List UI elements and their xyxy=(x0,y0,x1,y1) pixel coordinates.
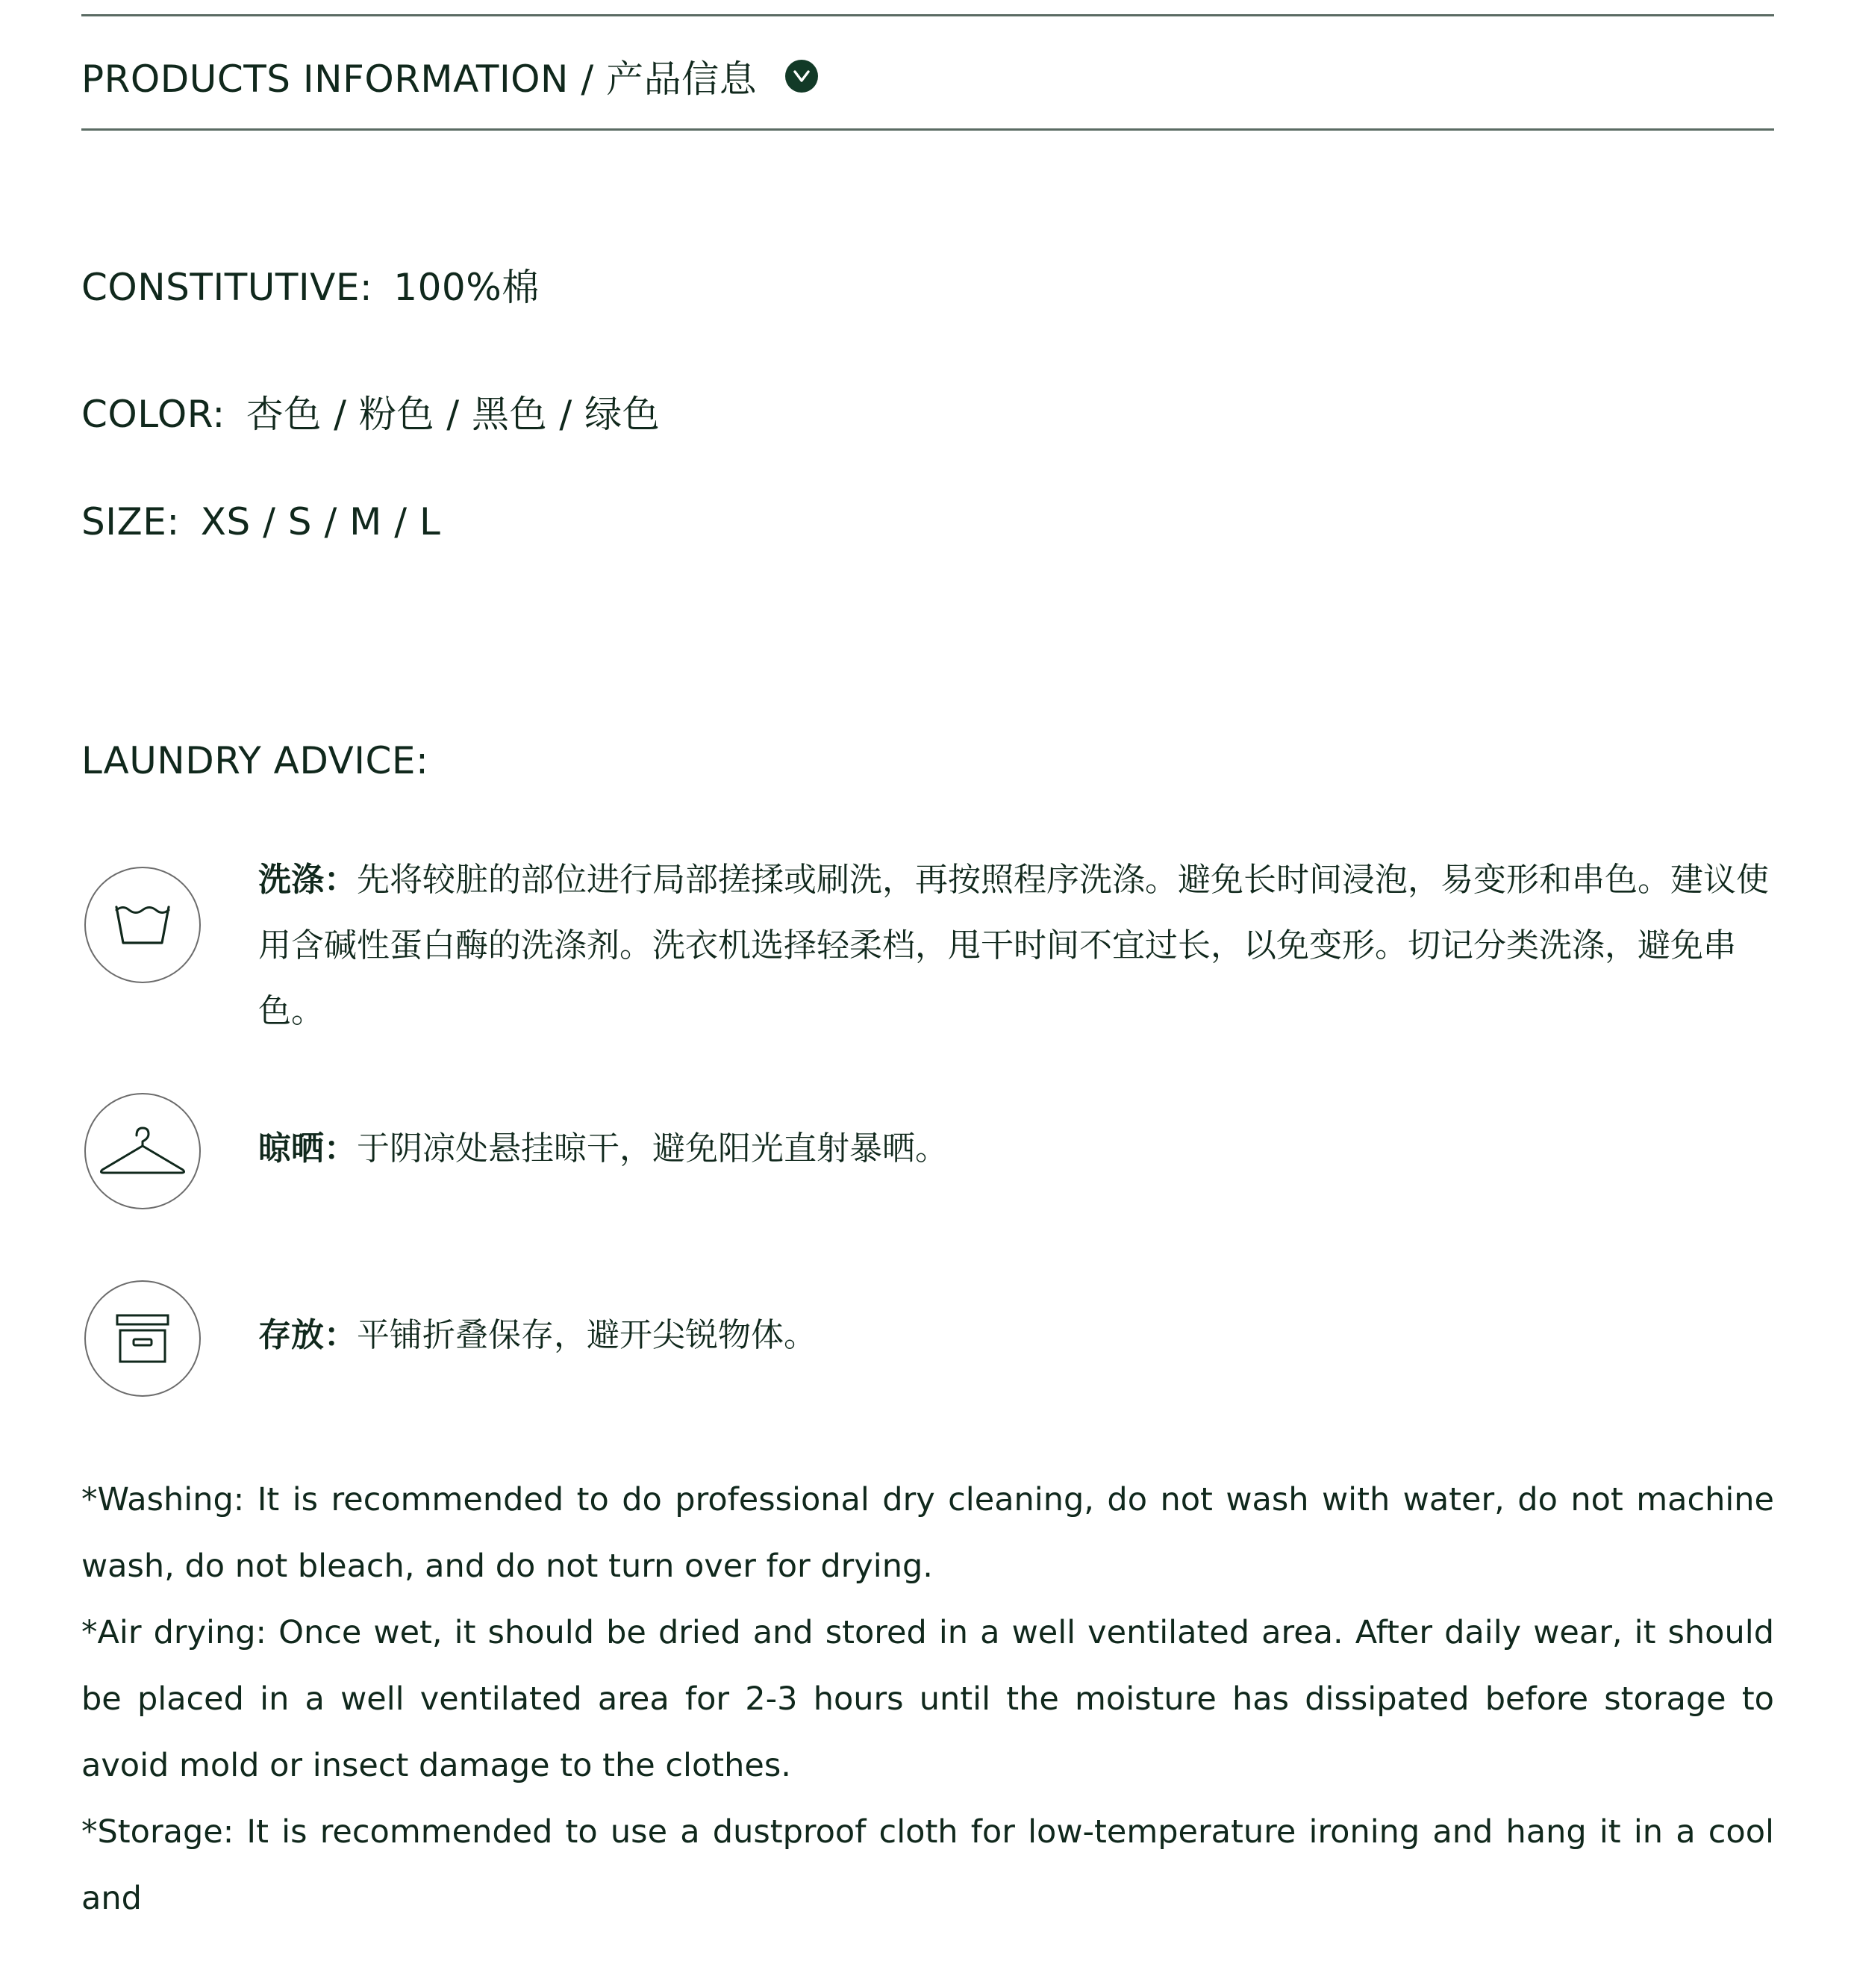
top-divider xyxy=(81,14,1774,16)
storage-box-icon xyxy=(84,1280,201,1397)
note-storage: *Storage: It is recommended to use a dustproof cloth for low-temperature ironing and hang it in a cool and xyxy=(81,1813,1774,1917)
care-dry-text xyxy=(258,1116,1773,1182)
spec-constitutive-value: 100%棉 xyxy=(393,266,540,309)
care-wash-text xyxy=(258,847,1773,1044)
spec-color-label: COLOR: xyxy=(81,393,225,436)
care-wash-lead: 洗涤： xyxy=(258,861,357,899)
spec-color-value: 杏色 / 粉色 / 黑色 / 绿色 xyxy=(246,393,661,436)
note-washing: *Washing: It is recommended to do professional dry cleaning, do not wash with water, do not machine wash, do not bleach, and do not turn over for drying. xyxy=(81,1481,1774,1585)
spec-constitutive xyxy=(81,258,540,311)
spec-color xyxy=(81,384,660,438)
check-glyph xyxy=(792,68,811,84)
care-store-text xyxy=(258,1303,1773,1368)
wash-basin-glyph xyxy=(114,904,171,946)
hanger-glyph xyxy=(98,1125,187,1177)
wash-basin-icon xyxy=(84,867,201,983)
spec-size-value: XS / S / M / L xyxy=(200,500,441,543)
hanger-icon xyxy=(84,1093,201,1209)
spec-size xyxy=(81,500,440,543)
spec-size-label: SIZE: xyxy=(81,500,180,543)
care-dry-lead: 晾晒： xyxy=(258,1129,357,1168)
laundry-advice-title: LAUNDRY ADVICE: xyxy=(81,739,429,782)
care-dry-body: 于阴凉处悬挂晾干，避免阳光直射暴晒。 xyxy=(357,1129,948,1168)
care-store-lead: 存放： xyxy=(258,1316,357,1354)
check-circle-icon[interactable] xyxy=(785,60,818,93)
section-title: PRODUCTS INFORMATION / 产品信息 xyxy=(81,57,758,101)
header-divider xyxy=(81,128,1774,131)
section-header[interactable] xyxy=(81,49,818,103)
note-air-drying: *Air drying: Once wet, it should be dried and stored in a well ventilated area. After daily wear, it should be placed in a well ventilated area for 2-3 hours until the moisture has dissipated before storage to avoid mold or insect damage to the clothes. xyxy=(81,1614,1774,1784)
care-wash-body: 先将较脏的部位进行局部搓揉或刷洗，再按照程序洗涤。避免长时间浸泡，易变形和串色。建议使用含碱性蛋白酶的洗涤剂。洗衣机选择轻柔档，甩干时间不宜过长，以免变形。切记分类洗涤，避免串色。 xyxy=(258,861,1769,1030)
care-store-body: 平铺折叠保存，避开尖锐物体。 xyxy=(357,1316,817,1354)
care-notes xyxy=(81,1467,1774,1932)
storage-box-glyph xyxy=(114,1312,171,1365)
spec-constitutive-label: CONSTITUTIVE: xyxy=(81,266,373,309)
